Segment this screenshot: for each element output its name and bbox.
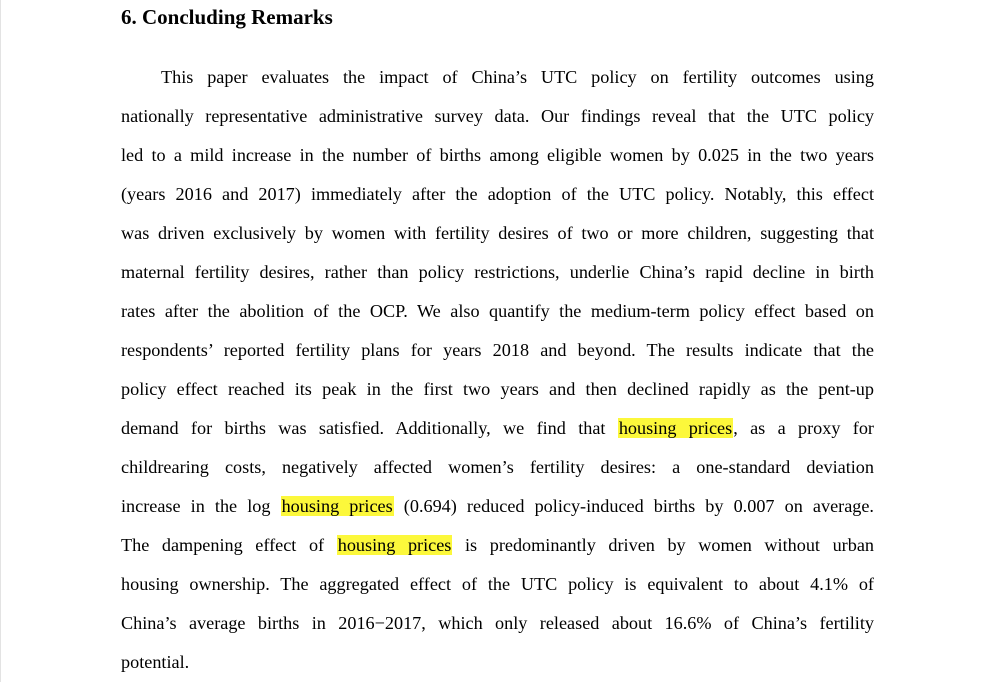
text-line: childrearing costs, negatively affected women’s fertility desires: a one-standard deviation [121, 457, 874, 477]
concluding-paragraph [121, 58, 874, 682]
highlighted-text[interactable]: housing prices [618, 418, 733, 438]
text-line: led to a mild increase in the number of births among eligible women by 0.025 in the two years [121, 145, 874, 165]
text-line: This paper evaluates the impact of China’s UTC policy on fertility outcomes using [161, 67, 874, 87]
text-line: policy effect reached its peak in the first two years and then declined rapidly as the pent-up [121, 379, 874, 399]
text-line: maternal fertility desires, rather than policy restrictions, underlie China’s rapid decline in birth [121, 262, 874, 282]
text-line: demand for births was satisfied. Additionally, we find that housing prices, as a proxy for [121, 418, 874, 438]
text-line: potential. [121, 652, 190, 672]
text-line: nationally representative administrative survey data. Our findings reveal that the UTC policy [121, 106, 874, 126]
text-line: (years 2016 and 2017) immediately after the adoption of the UTC policy. Notably, this effect [121, 184, 874, 204]
section-heading: 6. Concluding Remarks [121, 5, 333, 29]
text-line: The dampening effect of housing prices is predominantly driven by women without urban [121, 535, 875, 555]
highlighted-text[interactable]: housing prices [337, 535, 452, 555]
text-line: increase in the log housing prices (0.694) reduced policy-induced births by 0.007 on average. [121, 496, 874, 516]
text-line: China’s average births in 2016−2017, which only released about 16.6% of China’s fertility [121, 613, 874, 633]
text-line: was driven exclusively by women with fertility desires of two or more children, suggesting that [121, 223, 874, 243]
text-line: housing ownership. The aggregated effect of the UTC policy is equivalent to about 4.1% of [121, 574, 874, 594]
page-left-edge [0, 0, 1, 682]
highlighted-text[interactable]: housing prices [281, 496, 393, 516]
text-line: respondents’ reported fertility plans for years 2018 and beyond. The results indicate that the [121, 340, 874, 360]
text-line: rates after the abolition of the OCP. We also quantify the medium-term policy effect based on [121, 301, 874, 321]
